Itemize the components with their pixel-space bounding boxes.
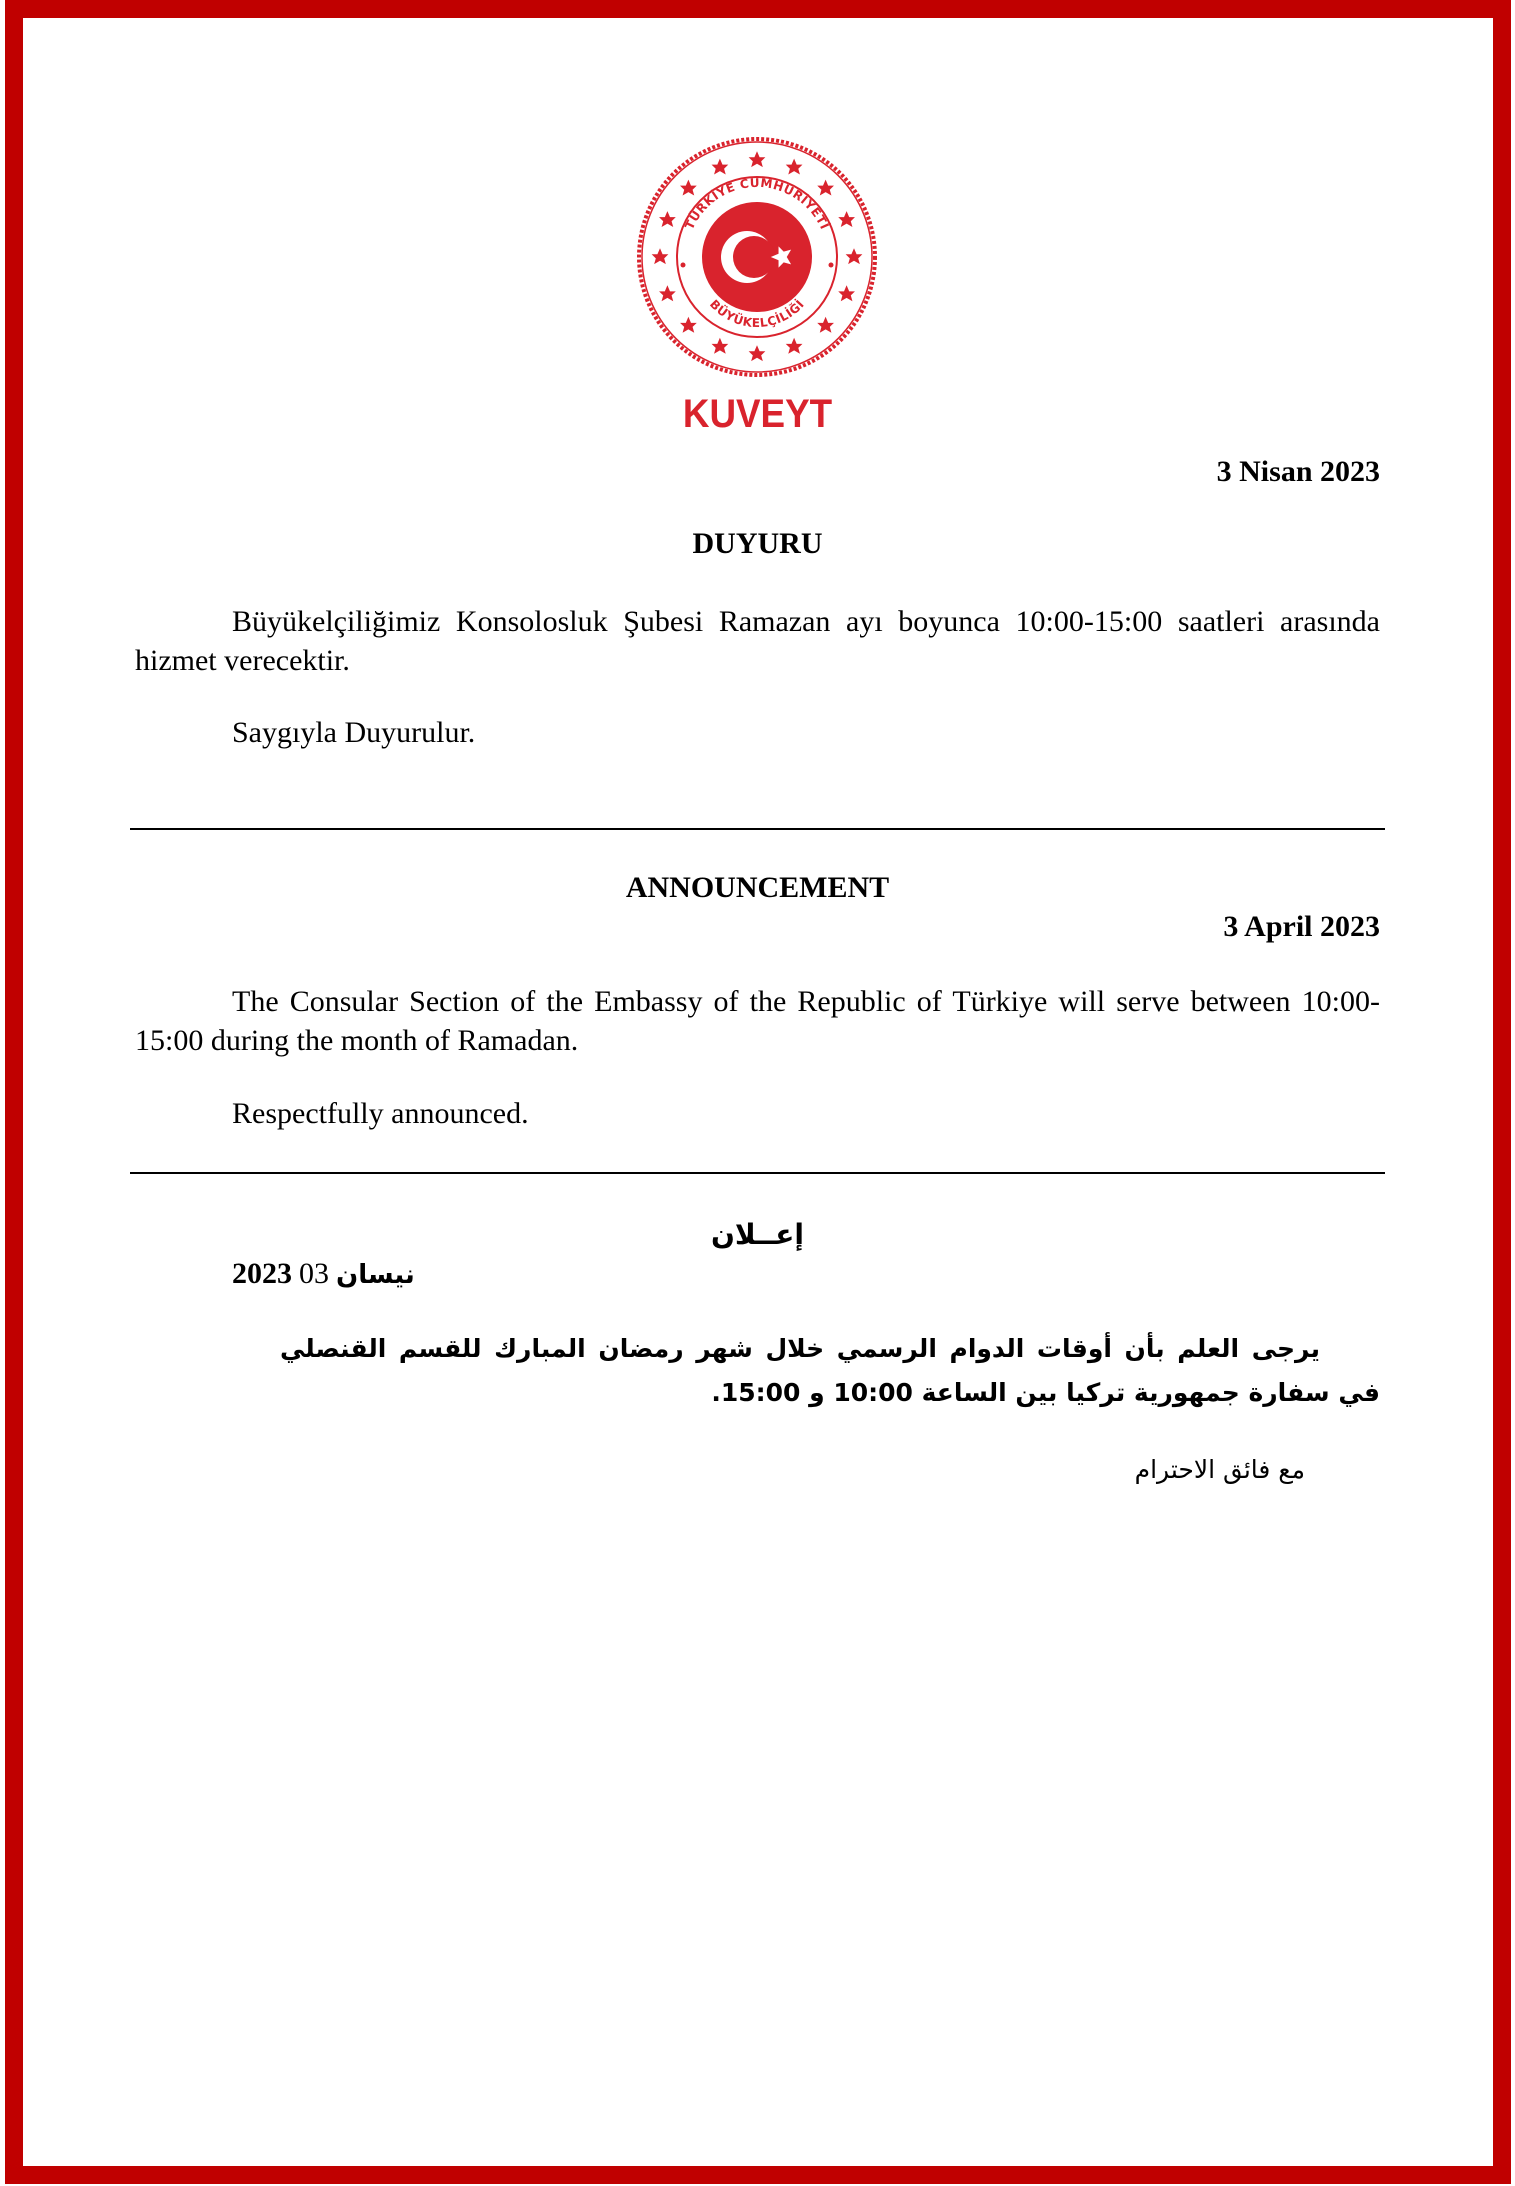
seal-star-icon bbox=[838, 285, 855, 301]
seal-star-icon bbox=[749, 151, 766, 167]
seal-star-icon bbox=[712, 338, 729, 354]
section-divider bbox=[130, 828, 1385, 830]
seal-star-icon bbox=[680, 317, 697, 333]
turkish-date: 3 Nisan 2023 bbox=[1216, 455, 1380, 488]
seal-star-icon bbox=[659, 285, 676, 301]
arabic-date-month: نيسان bbox=[336, 1260, 415, 1290]
arabic-closing: مع فائق الاحترام bbox=[1134, 1455, 1305, 1484]
turkish-closing: Saygıyla Duyurulur. bbox=[232, 716, 476, 749]
english-body: The Consular Section of the Embassy of the Republic of Türkiye will serve between 10:00-15:00 during the month of Ramadan. bbox=[135, 985, 1380, 1057]
arabic-date bbox=[232, 1257, 415, 1291]
turkish-title: DUYURU bbox=[692, 527, 823, 560]
city-name: KUVEYT bbox=[682, 392, 833, 436]
arabic-body: يرجى العلم بأن أوقات الدوام الرسمي خلال شهر رمضان المبارك للقسم القنصلي في سفارة جمهورية تركيا بين الساعة 10:00 و 15:00. bbox=[280, 1334, 1380, 1407]
seal-bottom-text: BÜYÜKELÇİLİĞİ bbox=[706, 297, 808, 331]
english-title: ANNOUNCEMENT bbox=[625, 871, 890, 904]
seal-star-icon bbox=[749, 345, 766, 361]
arabic-date-day: 03 bbox=[299, 1257, 329, 1290]
seal-star-icon bbox=[817, 317, 834, 333]
english-date: 3 April 2023 bbox=[1223, 910, 1380, 943]
seal-star-icon bbox=[817, 180, 834, 196]
arabic-date-year: 2023 bbox=[232, 1257, 292, 1290]
seal-star-icon bbox=[786, 159, 803, 175]
seal-star-icon bbox=[846, 248, 863, 264]
seal-top-text: TÜRKİYE CUMHURİYETİ bbox=[682, 175, 832, 232]
english-closing: Respectfully announced. bbox=[232, 1097, 529, 1130]
seal-star-icon bbox=[786, 338, 803, 354]
seal-star-icon bbox=[680, 180, 697, 196]
seal-star-icon bbox=[712, 159, 729, 175]
seal-star-icon bbox=[659, 211, 676, 227]
seal-star-icon bbox=[838, 211, 855, 227]
arabic-title: إعــلان bbox=[710, 1218, 805, 1251]
section-divider bbox=[130, 1172, 1385, 1174]
embassy-seal-logo bbox=[635, 135, 879, 379]
turkish-body: Büyükelçiliğimiz Konsolosluk Şubesi Ramazan ayı boyunca 10:00-15:00 saatleri arasında hizmet verecektir. bbox=[135, 605, 1380, 677]
seal-star-icon bbox=[652, 248, 669, 264]
